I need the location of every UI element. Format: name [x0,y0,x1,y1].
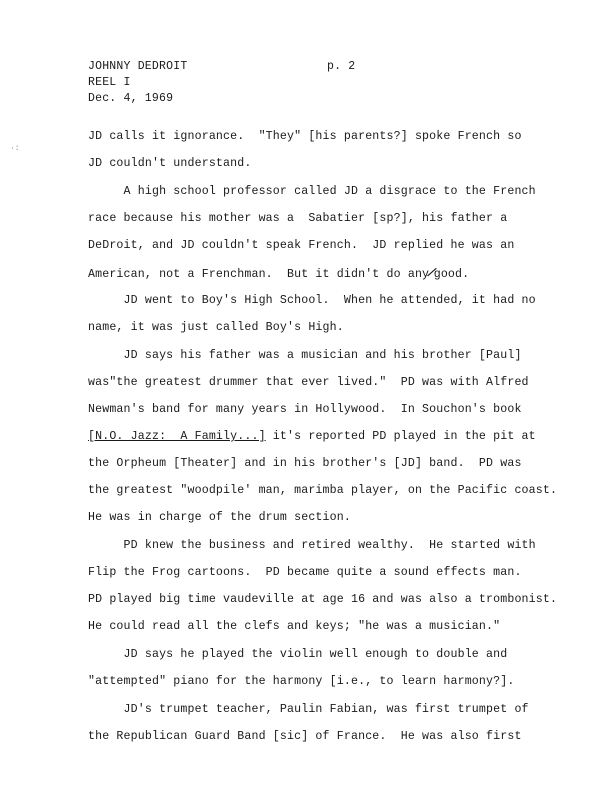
body-line: race because his mother was a Sabatier [sp?], his father a [88,212,508,225]
body-line: A high school professor called JD a disgrace to the French [88,185,536,198]
body-line: PD played big time vaudeville at age 16 and was also a trombonist. [88,593,558,606]
body-line-text: it's reported PD played in the pit at [265,430,536,443]
body-line: He could read all the clefs and keys; "he was a musician." [88,620,501,633]
body-line: JD went to Boy's High School. When he attended, it had no [88,294,536,307]
body-line: JD calls it ignorance. "They" [his parents?] spoke French so [88,130,522,143]
body-line: JD's trumpet teacher, Paulin Fabian, was first trumpet of [88,703,529,716]
body-line: He was in charge of the drum section. [88,511,351,524]
body-line-text: American, not a Frenchman. But it didn't do any [88,268,430,281]
scan-speck: ·: [10,144,20,153]
body-line: the greatest "woodpile' man, marimba player, on the Pacific coast. [88,484,558,497]
body-line: Newman's band for many years in Hollywood. In Souchon's book [88,403,522,416]
body-line: the Republican Guard Band [sic] of France. He was also first [88,730,522,743]
body-line: JD says he played the violin well enough to double and [88,648,508,661]
body-line: was"the greatest drummer that ever lived." PD was with Alfred [88,376,529,389]
body-line: the Orpheum [Theater] and in his brother's [JD] band. PD was [88,457,522,470]
body-line: PD knew the business and retired wealthy. He started with [88,539,536,552]
header-date: Dec. 4, 1969 [88,92,174,105]
handwritten-correction-mark: / [424,265,439,283]
book-citation: [N.O. Jazz: A Family...] [88,430,266,443]
body-line: name, it was just called Boy's High. [88,321,344,334]
header-name: JOHNNY DEDROIT [88,60,188,73]
body-line-with-citation [88,430,558,443]
body-line: "attempted" piano for the harmony [i.e., to learn harmony?]. [88,675,515,688]
header-reel: REEL I [88,76,131,89]
body-line: DeDroit, and JD couldn't speak French. JD replied he was an [88,239,515,252]
body-line-with-correction [88,266,558,282]
body-line-text: good. [433,268,470,281]
body-line: JD couldn't understand. [88,157,252,170]
body-line: Flip the Frog cartoons. PD became quite a sound effects man. [88,566,522,579]
page-number: p. 2 [327,60,356,73]
body-line: JD says his father was a musician and his brother [Paul] [88,349,522,362]
